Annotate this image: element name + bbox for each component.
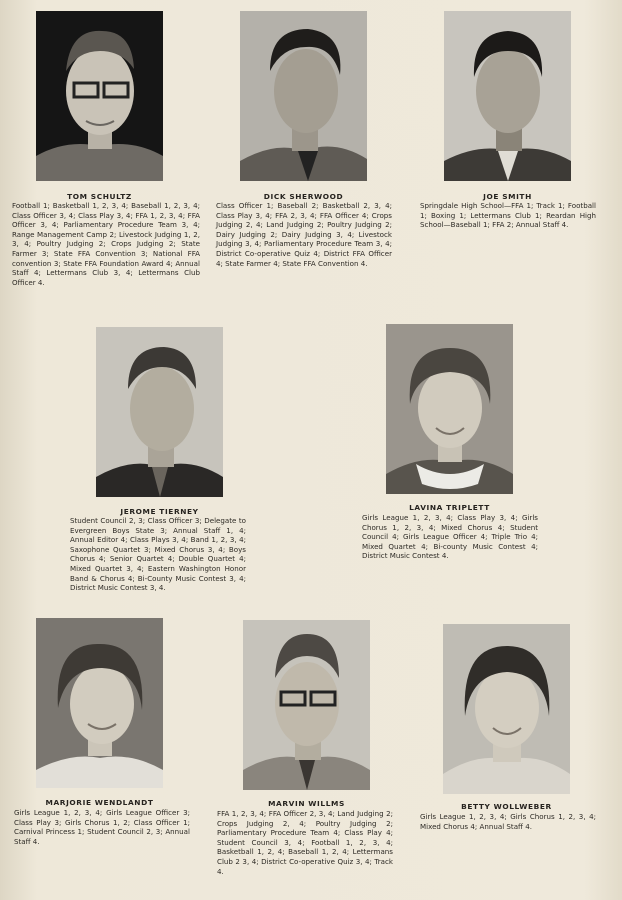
senior-name: DICK SHERWOOD — [263, 192, 344, 201]
senior-bio: Girls League 1, 2, 3, 4; Girls Chorus 1, 2, 3, 4; Mixed Chorus 4; Annual Staff 4. — [420, 812, 596, 831]
senior-bio: Springdale High School—FFA 1; Track 1; Football 1; Boxing 1; Lettermans Club 1; Reardan High School—Baseball 1; FFA 2; Annual Staff 4. — [420, 201, 596, 230]
portrait-tom-schultz — [36, 11, 163, 181]
senior-bio: Girls League 1, 2, 3, 4; Girls League Officer 3; Class Play 3; Girls Chorus 1, 2; Class Officer 1; Carnival Princess 1; Student Council 2, 3; Annual Staff 4. — [14, 808, 190, 846]
senior-bio: Football 1; Basketball 1, 2, 3, 4; Baseball 1, 2, 3, 4; Class Officer 3, 4; Class Play 3, 4; FFA 1, 2, 3, 4; FFA Officer 3, 4; Parliamentary Procedure Team 3, 4; Range Management Camp 2; Livestock Judging 1, 2, 3, 4; Poultry Judging 2; Crops Judging 2; State Farmer 3; State FFA Convention 3; National FFA convention 3; State FFA Foundation Award 4; Annual Staff 4; Lettermans Club 3, 4; Lettermans Club Officer 4. — [12, 201, 200, 287]
senior-name: JEROME TIERNEY — [120, 507, 199, 516]
senior-name: LAVINA TRIPLETT — [409, 503, 490, 512]
senior-name: JOE SMITH — [483, 192, 532, 201]
portrait-jerome-tierney — [96, 327, 223, 497]
senior-name: MARVIN WILLMS — [268, 799, 345, 808]
portrait-marvin-willms — [243, 620, 370, 790]
senior-name: MARJORIE WENDLANDT — [45, 798, 154, 807]
senior-bio: Student Council 2, 3; Class Officer 3; Delegate to Evergreen Boys State 3; Annual Staff 1, 4; Annual Editor 4; Class Plays 3, 4; Band 1, 2, 3, 4; Saxophone Quartet 3; Mixed Chorus 3, 4; Boys Chorus 4; Senior Quartet 4; Double Quartet 4; Mixed Quartet 3, 4; Eastern Washington Honor Band & Chorus 4; Bi-County Music Contest 3, 4; District Music Contest 3, 4. — [70, 516, 246, 593]
senior-bio: Class Officer 1; Baseball 2; Basketball 2, 3, 4; Class Play 3, 4; FFA 2, 3, 4; FFA Officer 4; Crops Judging 2, 4; Land Judging 2; Poultry Judging 2; Dairy Judging 2; Dairy Judging 3, 4; Livestock Judging 3, 4; Parliamentary Procedure Team 3, 4; District Co-operative Quiz 4; District FFA Officer 4; State Farmer 4; State FFA Convention 4. — [216, 201, 392, 268]
portrait-lavina-triplett — [386, 324, 513, 494]
senior-name: BETTY WOLLWEBER — [461, 802, 552, 811]
portrait-dick-sherwood — [240, 11, 367, 181]
portrait-betty-wollweber — [443, 624, 570, 794]
senior-bio: FFA 1, 2, 3, 4; FFA Officer 2, 3, 4; Land Judging 2; Crops Judging 2, 4; Poultry Judging 2; Parliamentary Procedure Team 4; Class Play 4; Student Council 3, 4; Football 1, 2, 3, 4; Basketball 1, 2, 4; Baseball 1, 2, 4; Lettermans Club 2 3, 4; District Co-operative Quiz 3, 4; Track 4. — [217, 809, 393, 876]
senior-name: TOM SCHULTZ — [67, 192, 132, 201]
portrait-marjorie-wendlandt — [36, 618, 163, 788]
senior-bio: Girls League 1, 2, 3, 4; Class Play 3, 4; Girls Chorus 1, 2, 3, 4; Mixed Chorus 4; Student Council 4; Girls League Officer 4; Triple Trio 4; Mixed Quartet 4; Bi-county Music Contest 4; District Music Contest 4. — [362, 513, 538, 561]
portrait-joe-smith — [444, 11, 571, 181]
